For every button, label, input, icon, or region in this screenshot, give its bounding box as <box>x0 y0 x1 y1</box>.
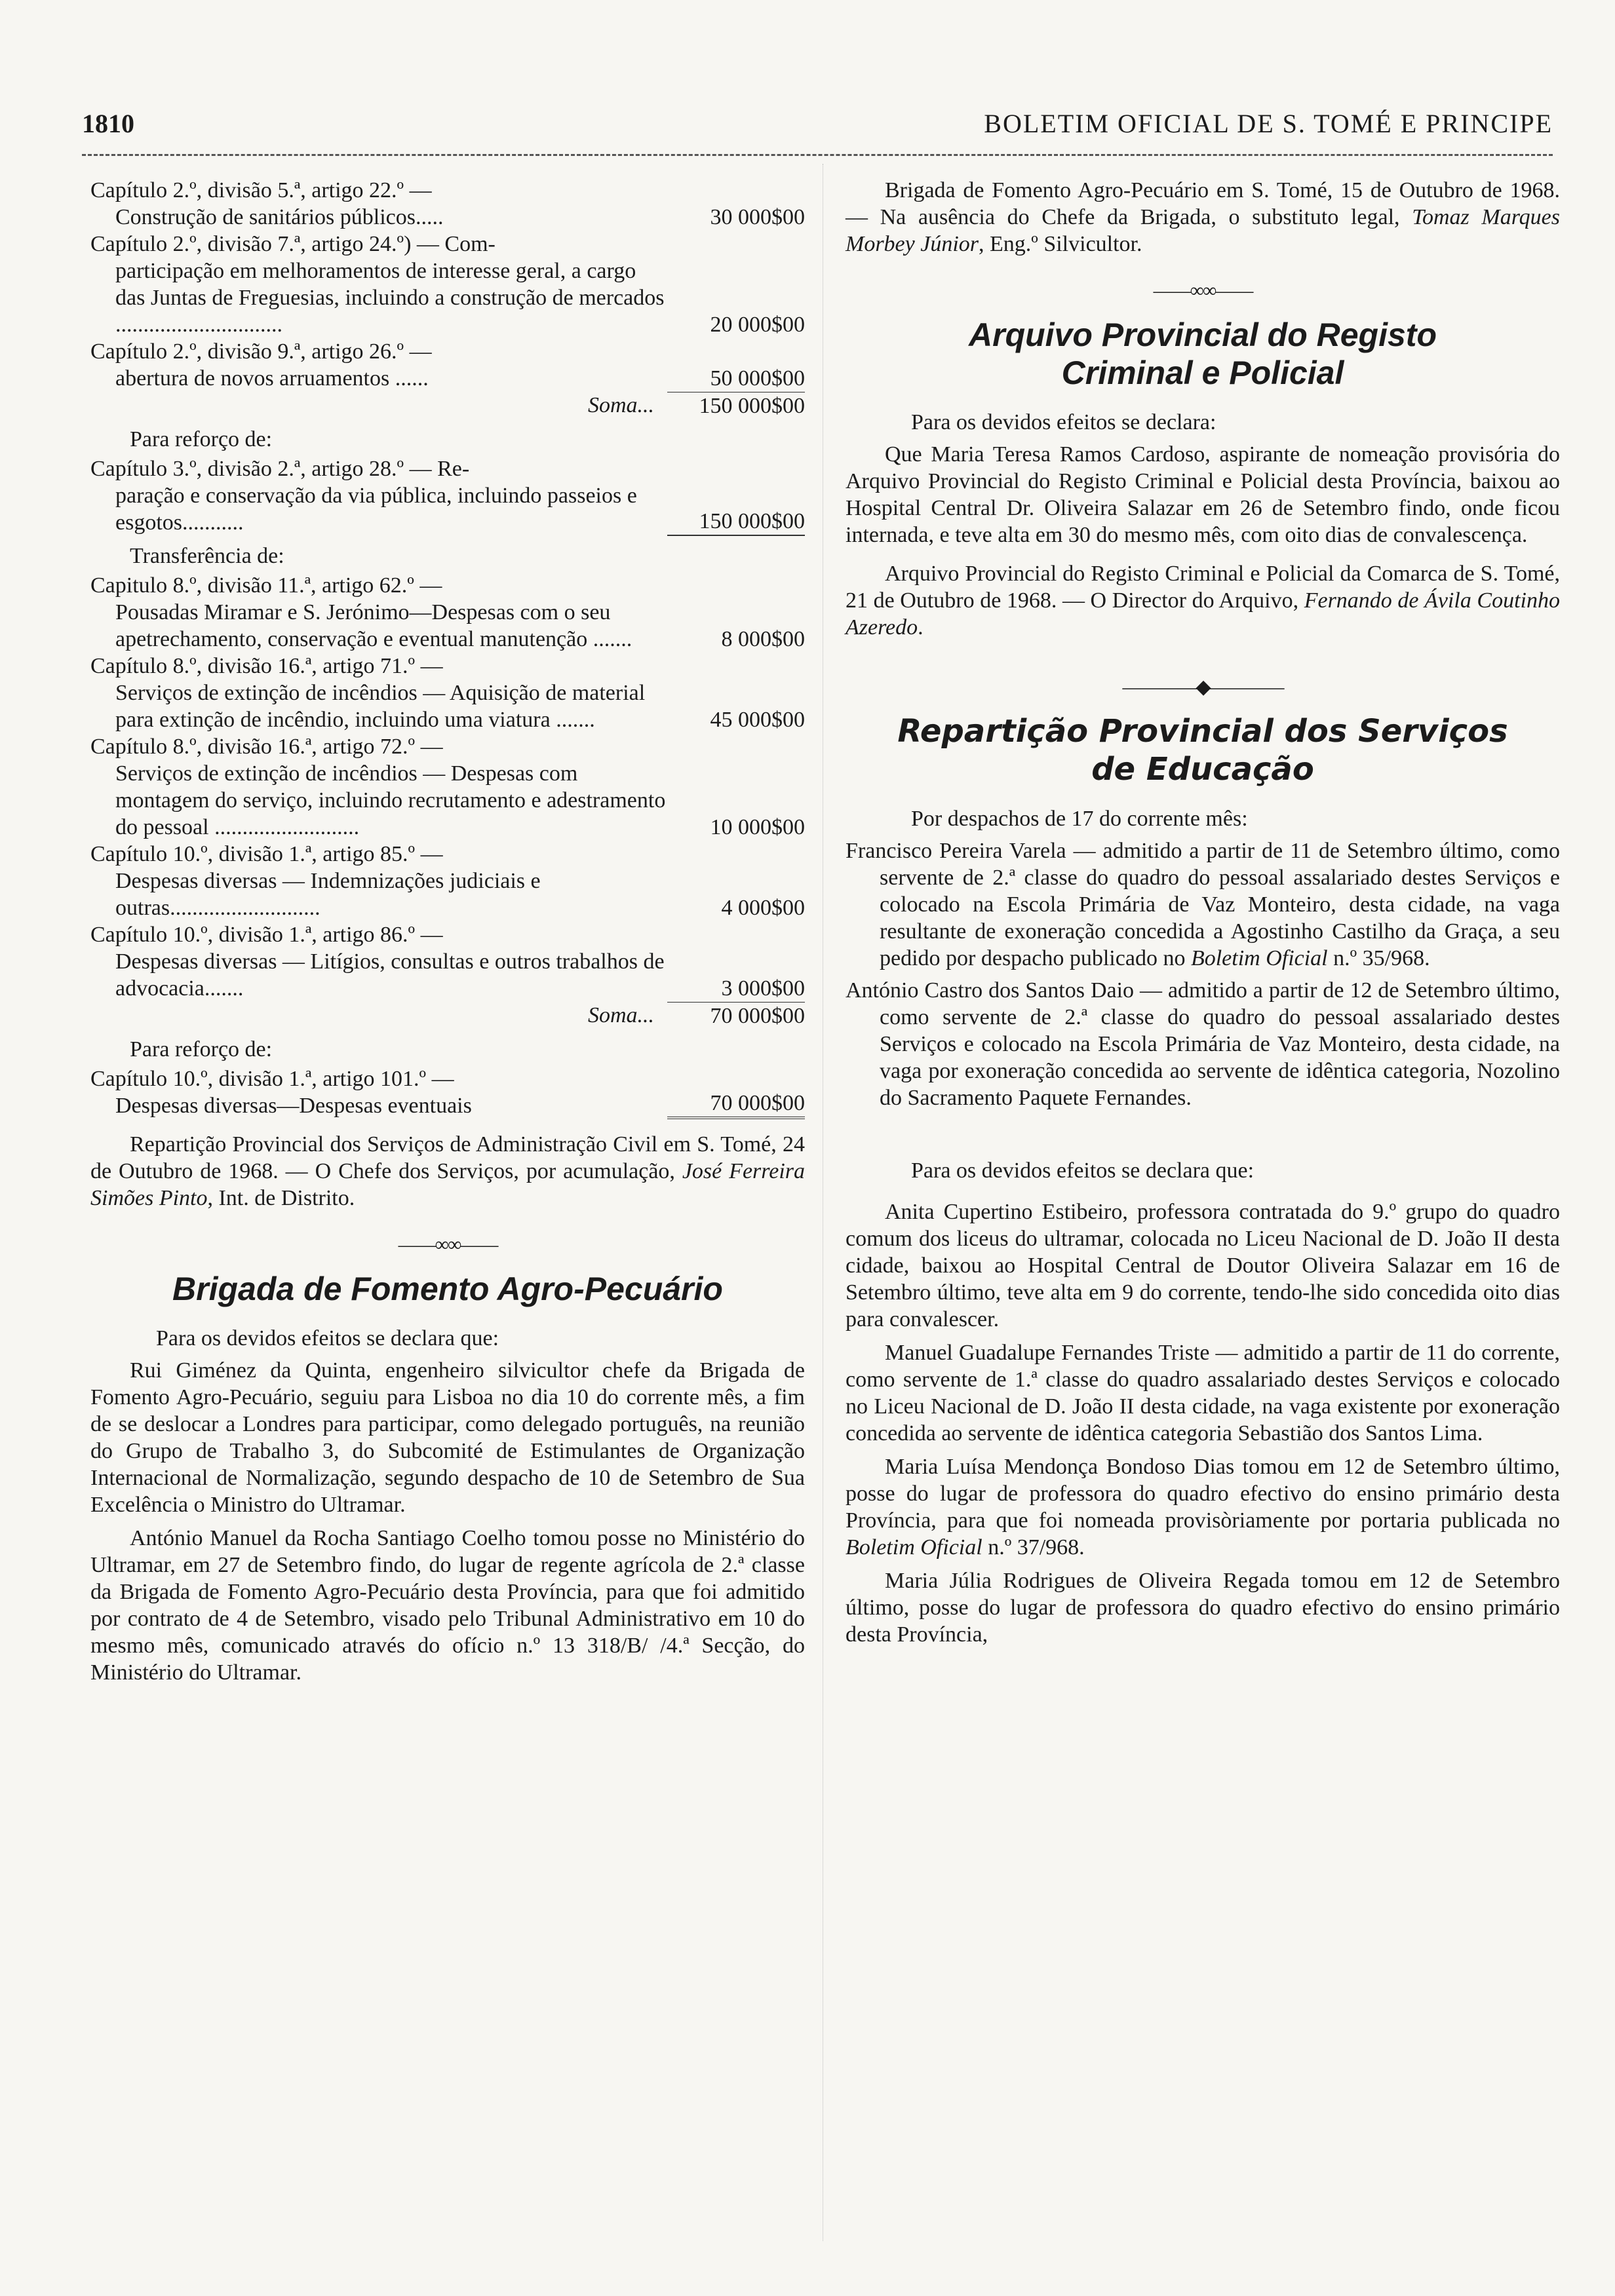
page-number: 1810 <box>82 109 134 138</box>
signatory-name: Fernando de Ávila Coutinho Azeredo <box>846 588 1560 640</box>
paragraph: Que Maria Teresa Ramos Cardoso, aspirante de nomeação provisória do Arquivo Provincial do Registo Criminal e Policial desta Província, baixou ao Hospital Central Dr. Oliveira Salazar em 26 de Setembro findo, onde ficou internada, e teve alta em 30 do mesmo mês, com oito dias de convalescença. <box>846 442 1560 547</box>
section-title-brigada: Brigada de Fomento Agro-Pecuário <box>172 1271 723 1307</box>
subtotal-amount: 70 000$00 <box>667 1002 805 1029</box>
budget-amount: 70 000$00 <box>667 1090 805 1119</box>
budget-amount: 50 000$00 <box>710 366 805 391</box>
paragraph: Maria Júlia Rodrigues de Oliveira Regada tomou em 12 de Setembro último, posse do lugar de professora do quadro efectivo do ensino primário desta Província, <box>846 1569 1560 1647</box>
budget-amount: 8 000$00 <box>721 627 805 651</box>
subtotal-row <box>90 392 805 419</box>
subtotal-label: Soma... <box>587 393 654 417</box>
paragraph: Maria Luísa Mendonça Bondoso Dias tomou em 12 de Setembro último, posse do lugar de professora do quadro efectivo do ensino primário desta Província, para que foi nomeada provisòriamente por portaria publicada no Boletim Oficial n.º 37/968. <box>846 1455 1560 1559</box>
subtotal-label: Soma... <box>587 1003 654 1027</box>
signature-paragraph: Repartição Provincial dos Serviços de Administração Civil em S. Tomé, 24 de Outubro de 1968. — O Chefe dos Serviços, por acumulação, José Ferreira Simões Pinto, Int. de Distrito. <box>90 1132 806 1210</box>
budget-item: Capítulo 10.º, divisão 1.ª, artigo 101.º — Despesas diversas—Despesas eventuais 70 000$00 <box>90 1067 805 1118</box>
budget-amount: 10 000$00 <box>710 815 805 839</box>
budget-item: Capítulo 2.º, divisão 9.ª, artigo 26.º — abertura de novos arruamentos ...... 50 000$00 <box>90 339 805 391</box>
budget-item: Capítulo 10.º, divisão 1.ª, artigo 86.º — Despesas diversas — Litígios, consultas e outros trabalhos de advocacia....... 3 000$00 <box>90 923 805 1001</box>
section-title-arquivo: Arquivo Provincial do Registo Criminal e Policial <box>969 316 1437 391</box>
signatory-name: José Ferreira Simões Pinto <box>90 1159 806 1210</box>
subtotal-amount: 150 000$00 <box>667 392 805 419</box>
signature-paragraph: Brigada de Fomento Agro-Pecuário em S. Tomé, 15 de Outubro de 1968. — Na ausência do Chefe da Brigada, o substituto legal, Tomaz Marques Morbey Júnior, Eng.º Silvicultor. <box>846 178 1561 256</box>
budget-item: Capítulo 3.º, divisão 2.ª, artigo 28.º — Re- paração e conservação da via pública, incluindo passeios e esgotos........... 150 000$00 <box>90 457 805 535</box>
budget-item: Capitulo 8.º, divisão 11.ª, artigo 62.º — Pousadas Miramar e S. Jerónimo—Despesas com o seu apetrechamento, conservação e eventual manutenção ....... 8 000$00 <box>90 573 805 651</box>
budget-amount: 20 000$00 <box>710 313 805 337</box>
reinforcement-label: Para reforço de: <box>130 1037 273 1062</box>
header-rule <box>82 154 1553 156</box>
transfer-label: Transferência de: <box>130 544 284 568</box>
paragraph: Anita Cupertino Estibeiro, professora contratada do 9.º grupo do quadro comum dos liceus do ultramar, colocada no Liceu Nacional de D. João II desta cidade, baixou ao Hospital Central de Doutor Oliveira Salazar em 16 de Setembro último, teve alta em 9 do corrente, tendo-lhe sido concedida oito dias para convalescer. <box>846 1200 1560 1331</box>
declaration-lead: Para os devidos efeitos se declara: <box>911 410 1216 434</box>
paragraph: Manuel Guadalupe Fernandes Triste — admitido a partir de 11 do corrente, como servente de 1.ª classe do quadro assalariado destes Serviços e colocado no Liceu Nacional de D. João II desta cidade, na vaga existente por exoneração concedida ao servente de idêntica categoria Sebastião dos Santos Lima. <box>846 1341 1560 1445</box>
budget-amount: 150 000$00 <box>667 508 805 536</box>
budget-amount: 3 000$00 <box>721 976 805 1001</box>
budget-amount: 45 000$00 <box>710 708 805 732</box>
subtotal-row <box>90 1002 805 1029</box>
section-separator: ——∞∞—— <box>1153 280 1253 301</box>
budget-item: Capítulo 8.º, divisão 16.ª, artigo 71.º — Serviços de extinção de incêndios — Aquisição de material para extinção de incêndio, incluindo uma viatura ....... 45 000$00 <box>90 654 805 732</box>
signatory-name: Tomaz Marques Morbey Júnior <box>846 205 1561 256</box>
budget-amount: 4 000$00 <box>721 896 805 920</box>
page-header <box>82 108 1553 147</box>
appointment-entry: António Castro dos Santos Daio — admitido a partir de 12 de Setembro último, como servente de 2.ª classe do quadro do pessoal assalariado destes Serviços e colocado na Escola Primária de Vaz Monteiro, desta cidade, na vaga por exoneração concedida ao servente de idêntica categoria, Nozolino do Sacramento Paquete Fernandes. <box>846 978 1560 1110</box>
signature-paragraph: Arquivo Provincial do Registo Criminal e Policial da Comarca de S. Tomé, 21 de Outubro de 1968. — O Director do Arquivo, Fernando de Ávila Coutinho Azeredo. <box>846 562 1560 640</box>
reinforcement-label: Para reforço de: <box>130 427 273 451</box>
budget-item: Capítulo 2.º, divisão 5.ª, artigo 22.º — Construção de sanitários públicos..... 30 000$00 <box>90 178 805 229</box>
left-column <box>90 177 805 1686</box>
paragraph: Rui Giménez da Quinta, engenheiro silvicultor chefe da Brigada de Fomento Agro-Pecuário, seguiu para Lisboa no dia 10 do corrente mês, a fim de se deslocar a Londres para participar, como delegado português, na reunião do Grupo de Trabalho 3, do Subcomité de Estimulantes de Organização Internacional de Normalização, segundo despacho de 10 de Setembro de Sua Excelência o Ministro do Ultramar. <box>90 1358 805 1517</box>
publication-title: BOLETIM OFICIAL DE S. TOMÉ E PRINCIPE <box>984 109 1553 138</box>
budget-item: Capítulo 10.º, divisão 1.ª, artigo 85.º — Despesas diversas — Indemnizações judiciais e outras........................... 4 000$00 <box>90 842 805 920</box>
declaration-lead: Para os devidos efeitos se declara que: <box>911 1158 1255 1183</box>
budget-amount: 30 000$00 <box>710 205 805 229</box>
budget-item: Capítulo 2.º, divisão 7.ª, artigo 24.º) — Com- participação em melhoramentos de interesse geral, a cargo das Juntas de Freguesias, incluindo a construção de mercados .............................. 20 000$00 <box>90 232 805 337</box>
right-column <box>846 177 1560 1648</box>
appointment-entry: Francisco Pereira Varela — admitido a partir de 11 de Setembro último, como servente de 2.ª classe do quadro do pessoal assalariado destes Serviços e colocado na Escola Primária de Vaz Monteiro, desta cidade, na vaga resultante de exoneração concedida a Agostinho Castilho da Graça, a seu pedido por despacho publicado no Boletim Oficial n.º 35/968. <box>846 839 1560 970</box>
declaration-lead: Para os devidos efeitos se declara que: <box>156 1326 499 1350</box>
section-separator: ————◆———— <box>1122 676 1283 698</box>
budget-item: Capítulo 8.º, divisão 16.ª, artigo 72.º — Serviços de extinção de incêndios — Despesas com montagem do serviço, incluindo recrutamento e adestramento do pessoal .......................... 10 000$00 <box>90 735 805 839</box>
despachos-lead: Por despachos de 17 do corrente mês: <box>911 807 1248 831</box>
section-separator: ——∞∞—— <box>398 1234 497 1255</box>
paragraph: António Manuel da Rocha Santiago Coelho tomou posse no Ministério do Ultramar, em 27 de Setembro findo, do lugar de regente agrícola de 2.ª classe da Brigada de Fomento Agro-Pecuário desta Província, para que foi admitido por contrato de 4 de Setembro, visado pelo Tribunal Administrativo em 10 do mesmo mês, comunicado através do ofício n.º 13 318/B/ /4.ª Secção, do Ministério do Ultramar. <box>90 1526 805 1685</box>
section-title-educacao: Repartição Provincial dos Serviços de Educação <box>897 713 1508 788</box>
